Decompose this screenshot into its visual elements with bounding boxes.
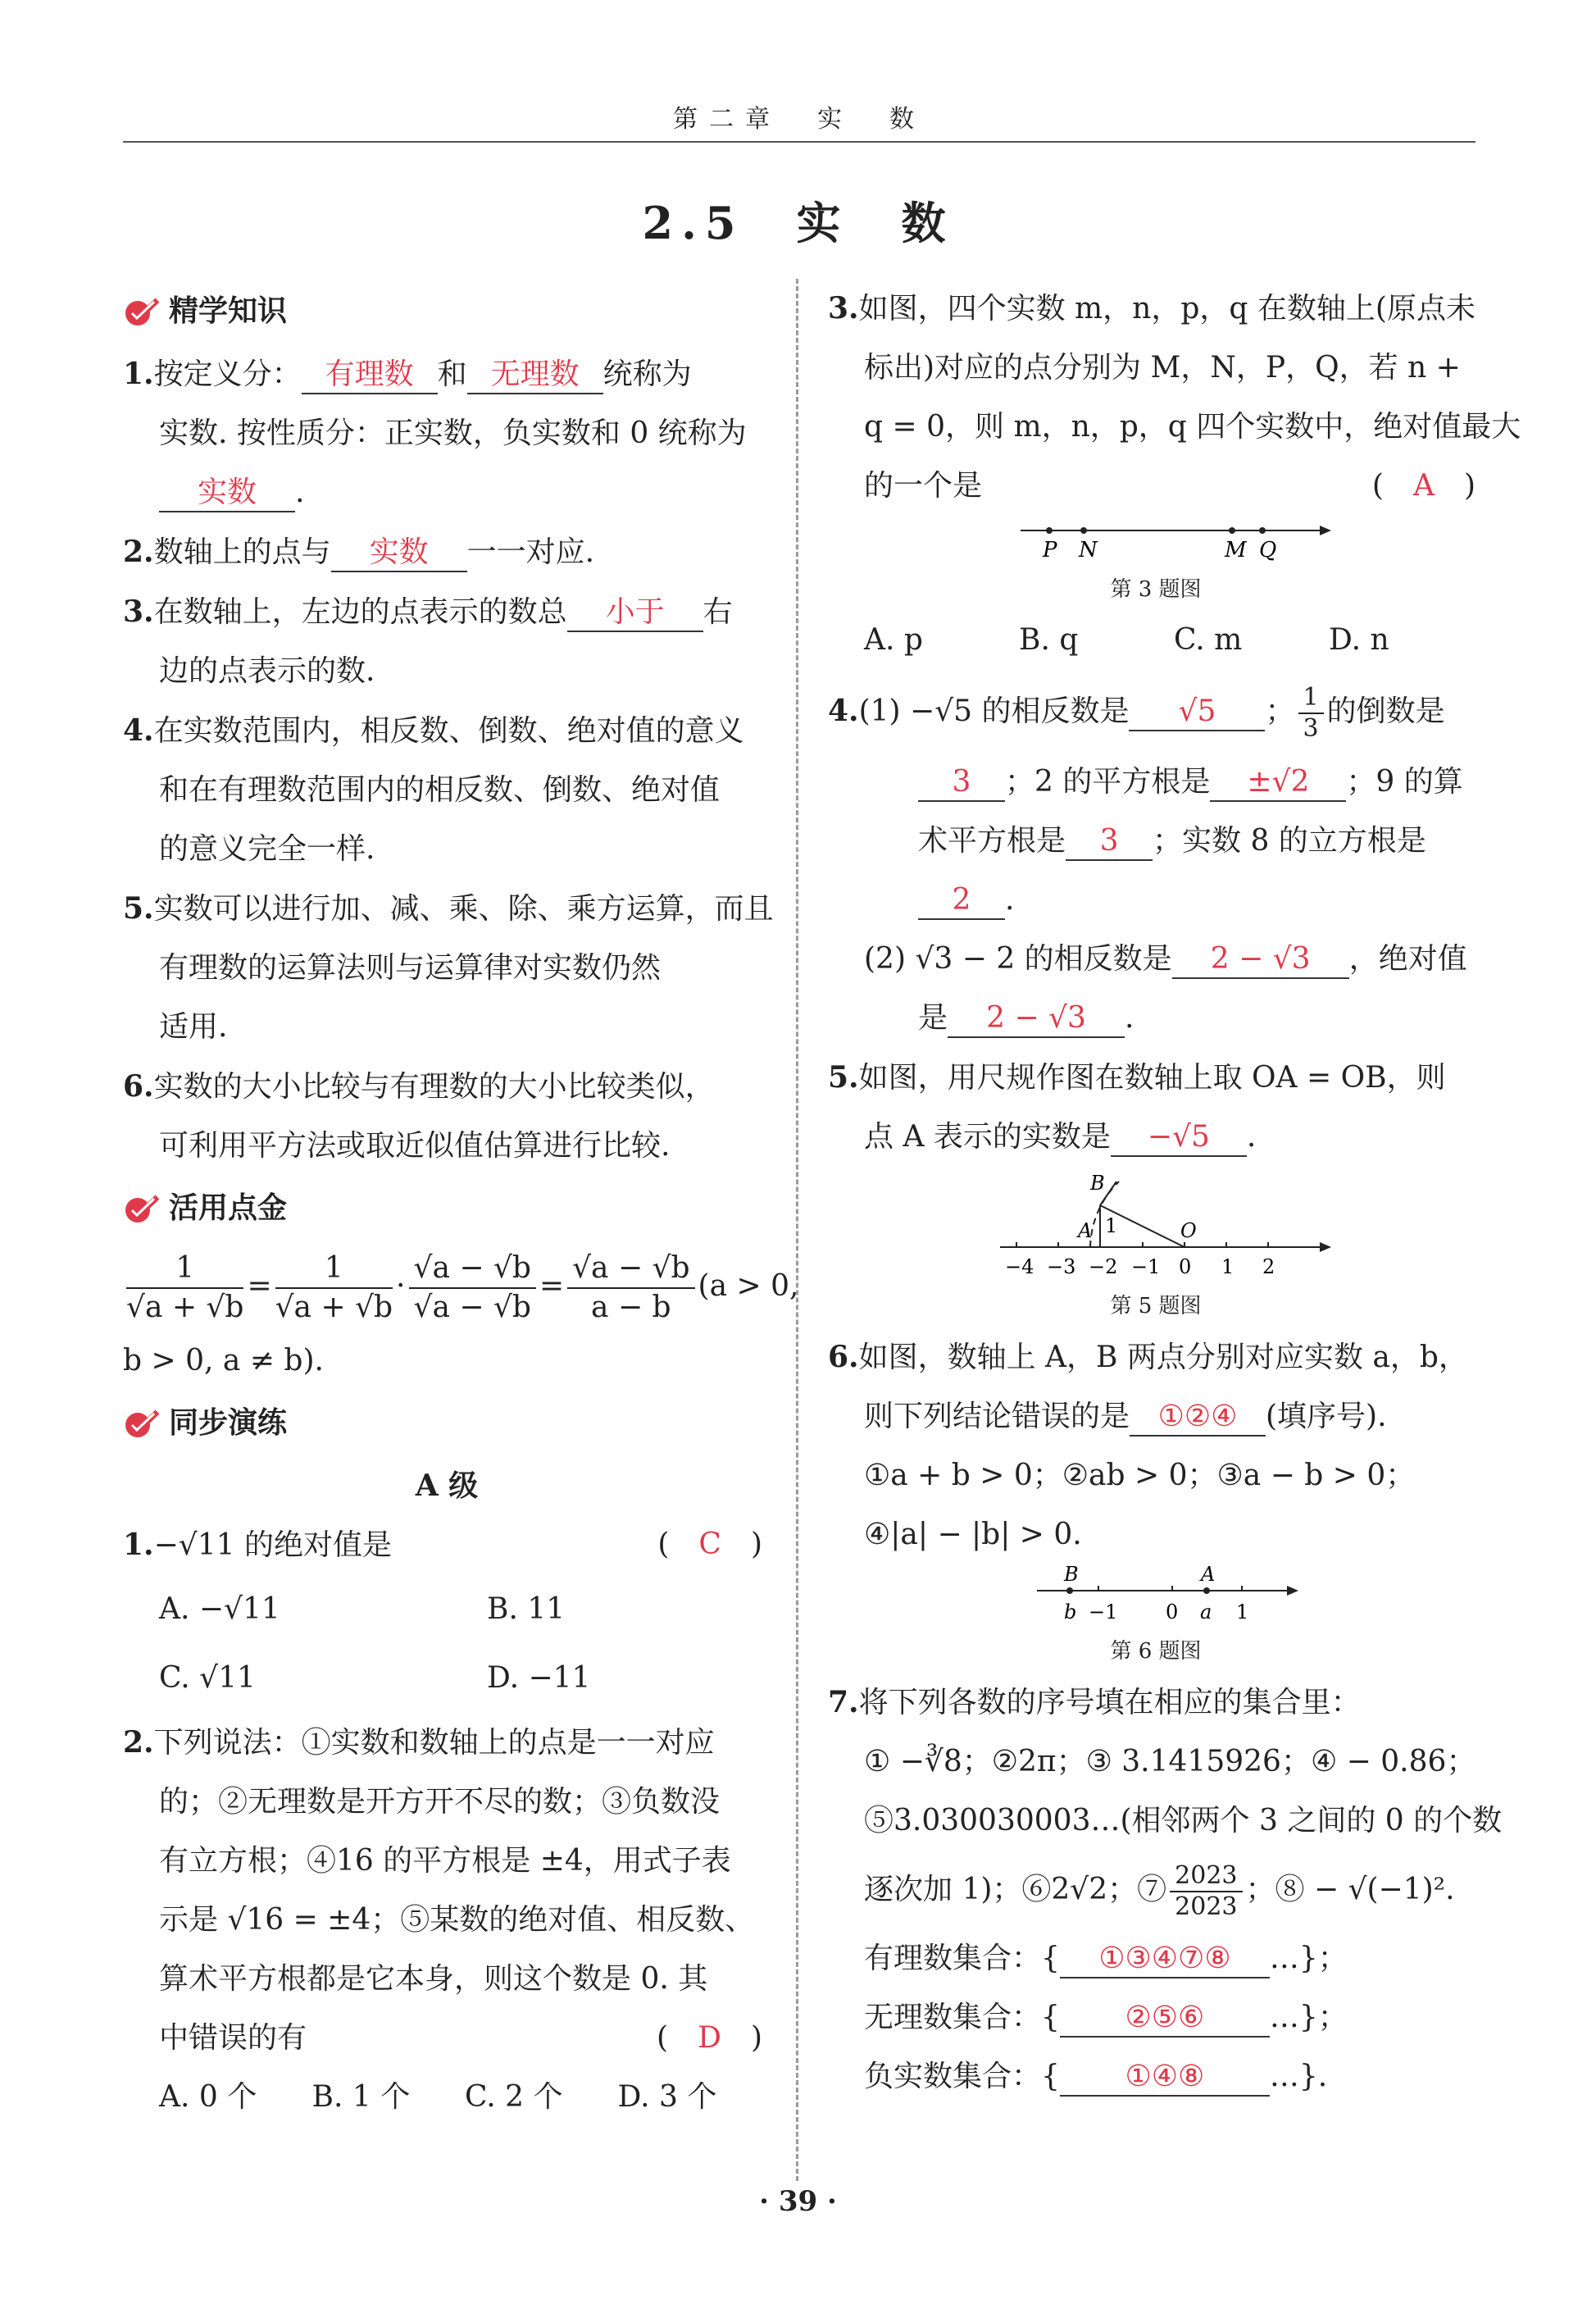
right-column (828, 279, 1521, 2106)
q7-set-rational: 有理数集合：{ ①③④⑦⑧ …}； (828, 1929, 1484, 1988)
q5-label-1: 1 (1105, 1214, 1118, 1237)
checkmark-icon (123, 1192, 161, 1225)
answer-blank: 有理数 (302, 357, 438, 394)
q5-label-b: B (1090, 1172, 1105, 1195)
q3-caption: 第 3 题图 (1110, 577, 1202, 602)
answer-blank: 实数 (159, 475, 295, 512)
left-column (123, 279, 799, 2127)
page-number: · 39 · (759, 2185, 837, 2218)
q2-l6: 中错误的有 ( D ) (159, 2021, 762, 2055)
q5-caption: 第 5 题图 (1110, 1294, 1202, 1318)
q7-set-irrational: 无理数集合：{ ②⑤⑥ …}； (828, 1988, 1484, 2047)
section-jingxue (123, 279, 771, 344)
fraction: $\frac{1}{√a + √b}$ (275, 1251, 393, 1324)
knowledge-3: 3.在数轴上，左边的点表示的数总 小于 右 (123, 582, 771, 642)
checkmark-icon (123, 1407, 161, 1440)
question-4: 4.(1) −√5 的相反数是 √5 ； $\frac{1}{3}$ 的倒数是 (828, 683, 1445, 743)
fraction: $\frac{√a - √b}{√a - √b}$ (409, 1250, 536, 1327)
formula-cond: b > 0, a ≠ b). (123, 1344, 324, 1377)
point-label-m: M (1225, 538, 1247, 562)
answer-blank: ①④⑧ (1060, 2059, 1270, 2097)
answer-blank: 小于 (567, 594, 703, 632)
q2-l5: 算术平方根都是它本身，则这个数是 0. 其 (159, 1962, 708, 1996)
section-tongbu (123, 1391, 771, 1456)
answer-blank: √5 (1129, 694, 1265, 731)
q6-caption: 第 6 题图 (1110, 1639, 1202, 1664)
question-2: 2.下列说法：①实数和数轴上的点是一一对应 (123, 1725, 715, 1760)
answer-blank: 实数 (331, 535, 467, 572)
q4-l2: 3 ；2 的平方根是 ±√2 ；9 的算 (828, 753, 1484, 812)
question-6: 6.如图，数轴上 A，B 两点分别对应实数 a，b， (828, 1340, 1468, 1374)
question-7: 7.将下列各数的序号填在相应的集合里： (828, 1685, 1361, 1719)
fraction: $\frac{1}{√a + √b}$ (126, 1251, 244, 1324)
answer-blank: ①②④ (1130, 1399, 1266, 1437)
point-label-q: Q (1259, 538, 1277, 562)
section-label: 活用点金 (169, 1191, 288, 1225)
answer-blank: −√5 (1111, 1119, 1247, 1157)
knowledge-5: 5.实数可以进行加、减、乘、除、乘方运算，而且 (123, 891, 774, 926)
tick-label: 1 (1236, 1601, 1249, 1623)
tick-label: 2 (1262, 1255, 1275, 1278)
answer-choice: A (1412, 469, 1435, 503)
q6-l3: ①a + b > 0；②ab > 0；③a − b > 0； (864, 1459, 1416, 1492)
section-huoyong (123, 1176, 771, 1241)
q2-options: A. 0 个 B. 1 个 C. 2 个 D. 3 个 (159, 2080, 717, 2114)
q1-options-cd: C. √11 D. −11 (159, 1661, 591, 1695)
q6-label-a: A (1201, 1564, 1216, 1586)
knowledge-1-cont: 实数. 按性质分：正实数，负实数和 0 统称为 (159, 417, 747, 450)
answer-blank: 2 − √3 (1172, 941, 1349, 979)
question-5: 5.如图，用尺规作图在数轴上取 OA = OB，则 (828, 1060, 1446, 1095)
q2-l2: 的；②无理数是开方开不尽的数；③负数没 (159, 1785, 721, 1819)
tick-label: 0 (1166, 1601, 1179, 1623)
q6-label-b-val: b (1064, 1601, 1077, 1623)
q6-label-b: B (1064, 1564, 1079, 1586)
q3-l3: q = 0，则 m，n，p，q 四个实数中，绝对值最大 (864, 410, 1521, 444)
answer-choice: C (698, 1528, 721, 1561)
knowledge-1-end: 实数 . (123, 463, 771, 522)
chapter-header: 第二章 实 数 (673, 105, 925, 134)
knowledge-5-l3: 适用. (159, 1010, 228, 1044)
q7-l2: ① −∛8；②2π；③ 3.1415926；④ − 0.86； (864, 1745, 1476, 1778)
tick-label: 0 (1179, 1255, 1192, 1278)
q6-l2: 则下列结论错误的是 ①②④ (填序号). (828, 1387, 1484, 1446)
q5-figure (828, 1167, 1484, 1282)
answer-blank: ①③④⑦⑧ (1060, 1941, 1270, 1978)
knowledge-4-l2: 和在有理数范围内的相反数、倒数、绝对值 (159, 773, 721, 807)
question-1: 1.−√11 的绝对值是 ( C ) (123, 1528, 762, 1562)
knowledge-5-l2: 有理数的运算法则与运算律对实数仍然 (159, 951, 662, 985)
point-label-p: P (1043, 538, 1057, 562)
fraction: $\frac{1}{3}$ (1298, 683, 1324, 744)
q2-l3: 有立方根；④16 的平方根是 ±4，用式子表 (159, 1844, 731, 1878)
formula: $\frac{1}{√a + √b}$ = $\frac{1}{√a + √b}$ · $\frac{√a - √b}{√a - √b}$ = $\frac{√a - √b}{a - b}$ (a > 0, (123, 1241, 771, 1332)
fraction: $\frac{2023}{2023}$ (1170, 1861, 1242, 1922)
answer-blank: ②⑤⑥ (1060, 2000, 1270, 2038)
q7-l4: 逐次加 1)；⑥2√2；⑦ $\frac{2023}{2023}$ ；⑧ − √(−1)². (864, 1861, 1455, 1921)
knowledge-1: 1.按定义分： 有理数 和 无理数 统称为 (123, 344, 771, 404)
q4-l4: 2 . (828, 871, 1484, 930)
knowledge-2: 2.数轴上的点与 实数 一一对应. (123, 522, 771, 582)
q3-number-line (828, 516, 1484, 565)
q4-part2: (2) √3 − 2 的相反数是 2 − √3 ，绝对值 (828, 930, 1484, 989)
knowledge-4: 4.在实数范围内，相反数、倒数、绝对值的意义 (123, 713, 744, 748)
answer-choice: D (698, 2021, 721, 2055)
answer-blank: 2 − √3 (948, 1000, 1125, 1038)
knowledge-3-cont: 边的点表示的数. (159, 654, 375, 688)
answer-blank: 2 (918, 882, 1005, 920)
answer-blank: 3 (1066, 823, 1153, 861)
knowledge-6-l2: 可利用平方法或取近似值估算进行比较. (159, 1129, 671, 1163)
knowledge-6: 6.实数的大小比较与有理数的大小比较类似， (123, 1069, 715, 1104)
q5-label-o: O (1180, 1219, 1197, 1242)
column-divider (796, 279, 798, 2181)
q4-part2-end: 是 2 − √3 . (828, 989, 1484, 1048)
tick-label: −2 (1089, 1255, 1118, 1278)
checkmark-icon (123, 295, 161, 328)
tick-label: −3 (1047, 1255, 1076, 1278)
q6-number-line (828, 1564, 1484, 1627)
q3-options: A. p B. q C. m D. n (864, 623, 1389, 657)
q4-l3: 术平方根是 3 ；实数 8 的立方根是 (828, 812, 1484, 871)
tick-label: −1 (1089, 1601, 1118, 1623)
q7-l3: ⑤3.030030003…(相邻两个 3 之间的 0 的个数 (864, 1804, 1503, 1837)
point-label-n: N (1079, 538, 1098, 562)
q7-set-negative: 负实数集合：{ ①④⑧ …}. (828, 2047, 1484, 2106)
section-label: 精学知识 (169, 294, 288, 328)
q5-l2: 点 A 表示的实数是 −√5 . (828, 1108, 1484, 1167)
q6-l4: ④|a| − |b| > 0. (864, 1518, 1082, 1551)
q3-l2: 标出)对应的点分别为 M，N，P，Q，若 n + (864, 351, 1461, 385)
q5-label-a: A (1078, 1219, 1093, 1242)
tick-label: −4 (1005, 1255, 1034, 1278)
question-3: 3.如图，四个实数 m，n，p，q 在数轴上(原点未 (828, 291, 1476, 326)
tick-label: −1 (1131, 1255, 1161, 1278)
knowledge-4-l3: 的意义完全一样. (159, 832, 375, 866)
q2-l4: 示是 √16 = ±4；⑤某数的绝对值、相反数、 (159, 1903, 755, 1937)
answer-blank: 无理数 (467, 357, 603, 394)
section-label: 同步演练 (169, 1406, 288, 1440)
section-title: 2.5 实 数 (642, 197, 954, 249)
tick-label: 1 (1221, 1255, 1235, 1278)
answer-blank: 3 (918, 764, 1005, 802)
q6-label-a-val: a (1200, 1601, 1212, 1623)
q3-l4: 的一个是 ( A ) (864, 469, 1476, 503)
header-rule (123, 141, 1476, 143)
fraction: $\frac{√a - √b}{a - b}$ (567, 1250, 694, 1327)
level-label: A 级 (415, 1468, 479, 1503)
answer-blank: ±√2 (1210, 764, 1346, 802)
q1-options-ab: A. −√11 B. 11 (159, 1592, 566, 1626)
